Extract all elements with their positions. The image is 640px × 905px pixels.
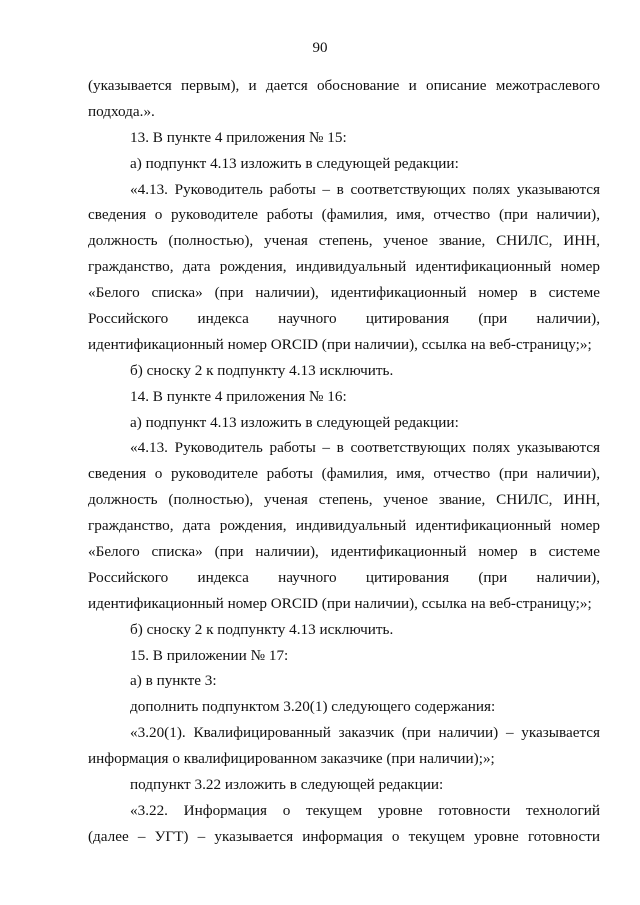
text-line: гражданство, дата рождения, индивидуальный идентификационный номер (88, 517, 600, 535)
text-line: а) в пункте 3: (130, 672, 217, 690)
text-line: «Белого списка» (при наличии), идентификационный номер в системе (88, 543, 600, 561)
text-line: б) сноску 2 к подпункту 4.13 исключить. (130, 620, 394, 638)
text-line: сведения о руководителе работы (фамилия, имя, отчество (при наличии), (88, 465, 600, 483)
text-line: Российского индекса научного цитирования (при наличии), (88, 568, 600, 586)
text-line: сведения о руководителе работы (фамилия, имя, отчество (при наличии), (88, 206, 600, 224)
page-number: 90 (312, 40, 328, 56)
text-line: Российского индекса научного цитирования (при наличии), (88, 310, 600, 328)
text-line: гражданство, дата рождения, индивидуальный идентификационный номер (88, 258, 600, 276)
text-line: должность (полностью), ученая степень, ученое звание, СНИЛС, ИНН, (88, 491, 600, 509)
text-line: «3.20(1). Квалифицированный заказчик (при наличии) – указывается (130, 724, 600, 742)
text-line: (указывается первым), и дается обоснование и описание межотраслевого (88, 77, 600, 94)
text-line: б) сноску 2 к подпункту 4.13 исключить. (130, 361, 394, 379)
text-line: идентификационный номер ORCID (при наличии), ссылка на веб-страницу;»; (88, 335, 592, 353)
text-line: подхода.». (88, 102, 155, 120)
text-line: а) подпункт 4.13 изложить в следующей редакции: (130, 154, 459, 172)
document-body (88, 73, 600, 850)
text-line: 14. В пункте 4 приложения № 16: (130, 387, 347, 405)
text-line: «4.13. Руководитель работы – в соответствующих полях указываются (130, 180, 600, 198)
text-line: 15. В приложении № 17: (130, 646, 289, 664)
text-line: «3.22. Информация о текущем уровне готовности технологий (130, 801, 600, 819)
text-line: дополнить подпунктом 3.20(1) следующего содержания: (130, 698, 496, 716)
text-line: 13. В пункте 4 приложения № 15: (130, 128, 347, 146)
text-line: (далее – УГТ) – указывается информация о текущем уровне готовности (88, 827, 600, 845)
text-line: «Белого списка» (при наличии), идентификационный номер в системе (88, 284, 600, 302)
text-line: информация о квалифицированном заказчике (при наличии);»; (88, 750, 495, 768)
text-line: идентификационный номер ORCID (при наличии), ссылка на веб-страницу;»; (88, 594, 592, 612)
text-line: должность (полностью), ученая степень, ученое звание, СНИЛС, ИНН, (88, 232, 600, 250)
text-line: а) подпункт 4.13 изложить в следующей редакции: (130, 413, 459, 431)
text-line: подпункт 3.22 изложить в следующей редакции: (130, 776, 444, 794)
text-line: «4.13. Руководитель работы – в соответствующих полях указываются (130, 439, 600, 457)
